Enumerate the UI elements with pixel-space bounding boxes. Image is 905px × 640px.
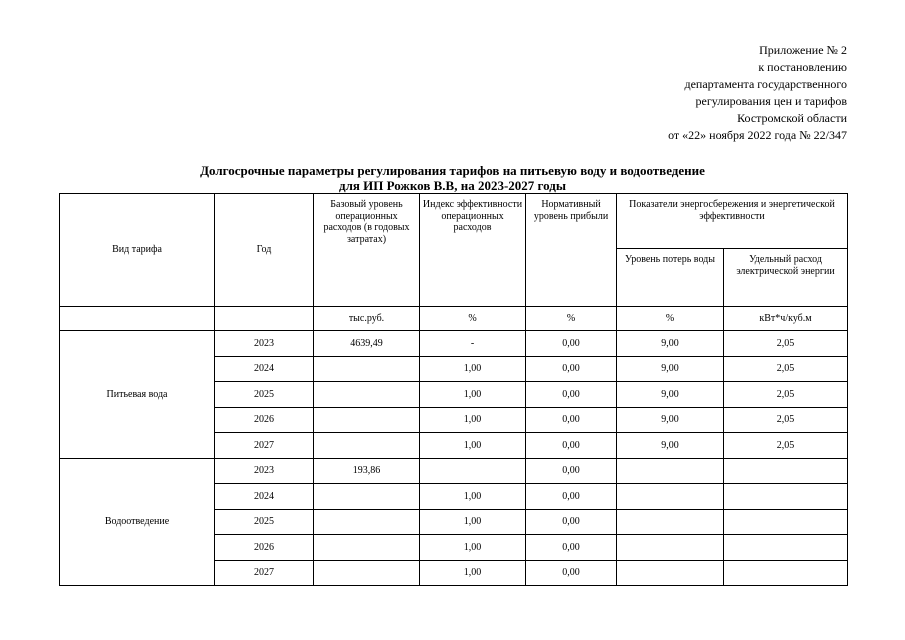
header-profit-level: Нормативный уровень прибыли	[526, 194, 617, 307]
profit-level-cell: 0,00	[526, 433, 617, 459]
document-title	[0, 163, 905, 193]
header-line: Приложение № 2	[759, 43, 847, 57]
water-loss-cell: 9,00	[617, 407, 724, 433]
water-loss-cell: 9,00	[617, 433, 724, 459]
electricity-cell	[724, 509, 848, 535]
base-level-cell	[314, 509, 420, 535]
units-base-level: тыс.руб.	[314, 307, 420, 331]
units-profit-level: %	[526, 307, 617, 331]
profit-level-cell: 0,00	[526, 509, 617, 535]
header-line: к постановлению	[758, 60, 847, 74]
header-efficiency-index: Индекс эффективности операционных расходов	[420, 194, 526, 307]
base-level-cell	[314, 484, 420, 510]
header-line: регулирования цен и тарифов	[695, 94, 847, 108]
header-energy-group: Показатели энергосбережения и энергетической эффективности	[617, 194, 848, 249]
header-base-level: Базовый уровень операционных расходов (в годовых затратах)	[314, 194, 420, 307]
header-line: от «22» ноября 2022 года № 22/347	[668, 128, 847, 142]
base-level-cell	[314, 382, 420, 408]
year-cell: 2023	[215, 458, 314, 484]
profit-level-cell: 0,00	[526, 535, 617, 561]
table-body	[60, 331, 848, 586]
title-line-1: Долгосрочные параметры регулирования тарифов на питьевую воду и водоотведение	[200, 163, 705, 178]
year-cell: 2026	[215, 407, 314, 433]
table-row	[60, 331, 848, 357]
electricity-cell: 2,05	[724, 433, 848, 459]
tariff-type-cell: Питьевая вода	[60, 331, 215, 459]
header-line: Костромской области	[737, 111, 847, 125]
table-row	[60, 458, 848, 484]
efficiency-index-cell: 1,00	[420, 509, 526, 535]
efficiency-index-cell: 1,00	[420, 484, 526, 510]
profit-level-cell: 0,00	[526, 484, 617, 510]
water-loss-cell	[617, 509, 724, 535]
electricity-cell: 2,05	[724, 407, 848, 433]
electricity-cell	[724, 535, 848, 561]
base-level-cell	[314, 356, 420, 382]
electricity-cell	[724, 560, 848, 586]
units-year	[215, 307, 314, 331]
water-loss-cell: 9,00	[617, 331, 724, 357]
efficiency-index-cell: 1,00	[420, 535, 526, 561]
header-electricity: Удельный расход электрической энергии	[724, 249, 848, 307]
electricity-cell: 2,05	[724, 382, 848, 408]
electricity-cell	[724, 458, 848, 484]
base-level-cell	[314, 535, 420, 561]
water-loss-cell	[617, 484, 724, 510]
base-level-cell	[314, 560, 420, 586]
units-water-loss: %	[617, 307, 724, 331]
base-level-cell: 193,86	[314, 458, 420, 484]
tariff-parameters-table	[59, 193, 848, 586]
header-year: Год	[215, 194, 314, 307]
header-water-loss: Уровень потерь воды	[617, 249, 724, 307]
efficiency-index-cell: -	[420, 331, 526, 357]
year-cell: 2025	[215, 509, 314, 535]
header-line: департамента государственного	[684, 77, 847, 91]
units-efficiency-index: %	[420, 307, 526, 331]
year-cell: 2024	[215, 356, 314, 382]
year-cell: 2023	[215, 331, 314, 357]
title-line-2: для ИП Рожков В.В, на 2023-2027 годы	[339, 178, 566, 193]
header-tariff-type: Вид тарифа	[60, 194, 215, 307]
water-loss-cell	[617, 458, 724, 484]
document-header	[668, 42, 847, 144]
year-cell: 2025	[215, 382, 314, 408]
base-level-cell: 4639,49	[314, 331, 420, 357]
profit-level-cell: 0,00	[526, 407, 617, 433]
water-loss-cell	[617, 560, 724, 586]
efficiency-index-cell: 1,00	[420, 382, 526, 408]
year-cell: 2027	[215, 433, 314, 459]
year-cell: 2026	[215, 535, 314, 561]
electricity-cell: 2,05	[724, 356, 848, 382]
profit-level-cell: 0,00	[526, 382, 617, 408]
units-electricity: кВт*ч/куб.м	[724, 307, 848, 331]
year-cell: 2027	[215, 560, 314, 586]
efficiency-index-cell: 1,00	[420, 433, 526, 459]
efficiency-index-cell	[420, 458, 526, 484]
efficiency-index-cell: 1,00	[420, 356, 526, 382]
year-cell: 2024	[215, 484, 314, 510]
efficiency-index-cell: 1,00	[420, 407, 526, 433]
water-loss-cell: 9,00	[617, 382, 724, 408]
profit-level-cell: 0,00	[526, 356, 617, 382]
water-loss-cell: 9,00	[617, 356, 724, 382]
profit-level-cell: 0,00	[526, 458, 617, 484]
electricity-cell: 2,05	[724, 331, 848, 357]
profit-level-cell: 0,00	[526, 560, 617, 586]
electricity-cell	[724, 484, 848, 510]
water-loss-cell	[617, 535, 724, 561]
tariff-type-cell: Водоотведение	[60, 458, 215, 586]
base-level-cell	[314, 407, 420, 433]
base-level-cell	[314, 433, 420, 459]
profit-level-cell: 0,00	[526, 331, 617, 357]
efficiency-index-cell: 1,00	[420, 560, 526, 586]
units-tariff-type	[60, 307, 215, 331]
